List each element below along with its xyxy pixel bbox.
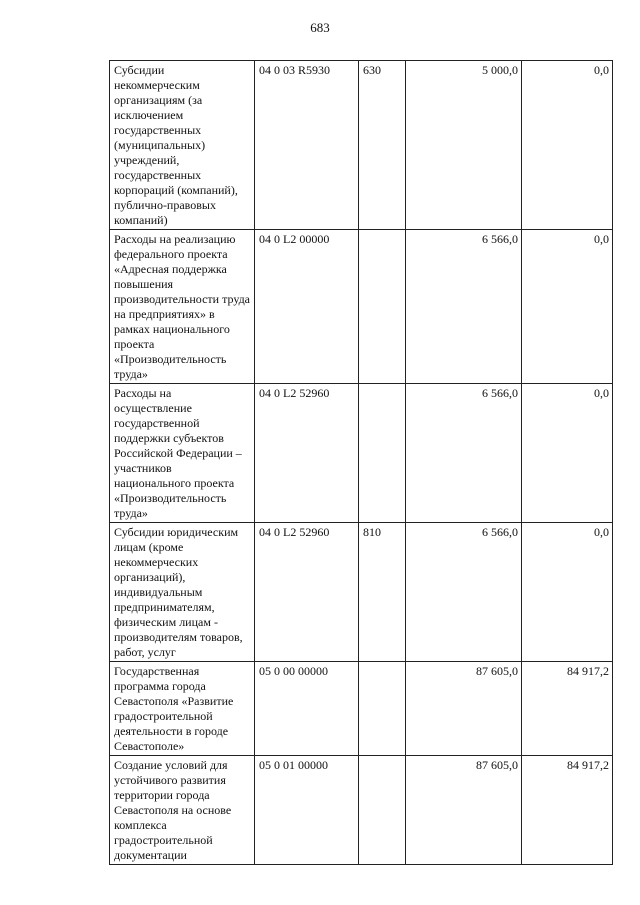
expense-type-cell [359,756,406,865]
table-row [110,662,613,756]
amount-cell: 6 566,0 [406,523,522,662]
expense-name-cell: Расходы на осуществление государственной поддержки субъектов Российской Федерации – участников национального проекта «Производительность труда» [110,384,255,523]
expense-name-cell: Субсидии юридическим лицам (кроме некоммерческих организаций), индивидуальным предпринимателям, физическим лицам - производителям товаров, работ, услуг [110,523,255,662]
table-row [110,384,613,523]
table-row [110,523,613,662]
target-code-cell: 05 0 01 00000 [255,756,359,865]
expense-name-cell: Создание условий для устойчивого развития территории города Севастополя на основе комплекса градостроительной документации [110,756,255,865]
amount-cell: 5 000,0 [406,61,522,230]
expense-type-cell [359,230,406,384]
target-code-cell: 04 0 L2 52960 [255,523,359,662]
amount-cell: 0,0 [522,523,613,662]
page-number: 683 [310,20,330,35]
amount-cell: 0,0 [522,384,613,523]
expense-type-cell: 810 [359,523,406,662]
amount-cell: 0,0 [522,61,613,230]
table-row [110,61,613,230]
table-row [110,230,613,384]
target-code-cell: 04 0 L2 00000 [255,230,359,384]
expense-type-cell [359,384,406,523]
expense-type-cell [359,662,406,756]
target-code-cell: 04 0 03 R5930 [255,61,359,230]
amount-cell: 6 566,0 [406,230,522,384]
expense-type-cell: 630 [359,61,406,230]
expense-name-cell: Расходы на реализацию федерального проекта «Адресная поддержка повышения производительности труда на предприятиях» в рамках национального проекта «Производительность труда» [110,230,255,384]
table-row [110,756,613,865]
expense-name-cell: Субсидии некоммерческим организациям (за исключением государственных (муниципальных) учреждений, государственных корпораций (компаний), публично-правовых компаний) [110,61,255,230]
amount-cell: 87 605,0 [406,756,522,865]
target-code-cell: 04 0 L2 52960 [255,384,359,523]
amount-cell: 87 605,0 [406,662,522,756]
amount-cell: 84 917,2 [522,756,613,865]
expense-name-cell: Государственная программа города Севастополя «Развитие градостроительной деятельности в городе Севастополе» [110,662,255,756]
amount-cell: 6 566,0 [406,384,522,523]
target-code-cell: 05 0 00 00000 [255,662,359,756]
amount-cell: 0,0 [522,230,613,384]
budget-table [109,60,613,865]
amount-cell: 84 917,2 [522,662,613,756]
